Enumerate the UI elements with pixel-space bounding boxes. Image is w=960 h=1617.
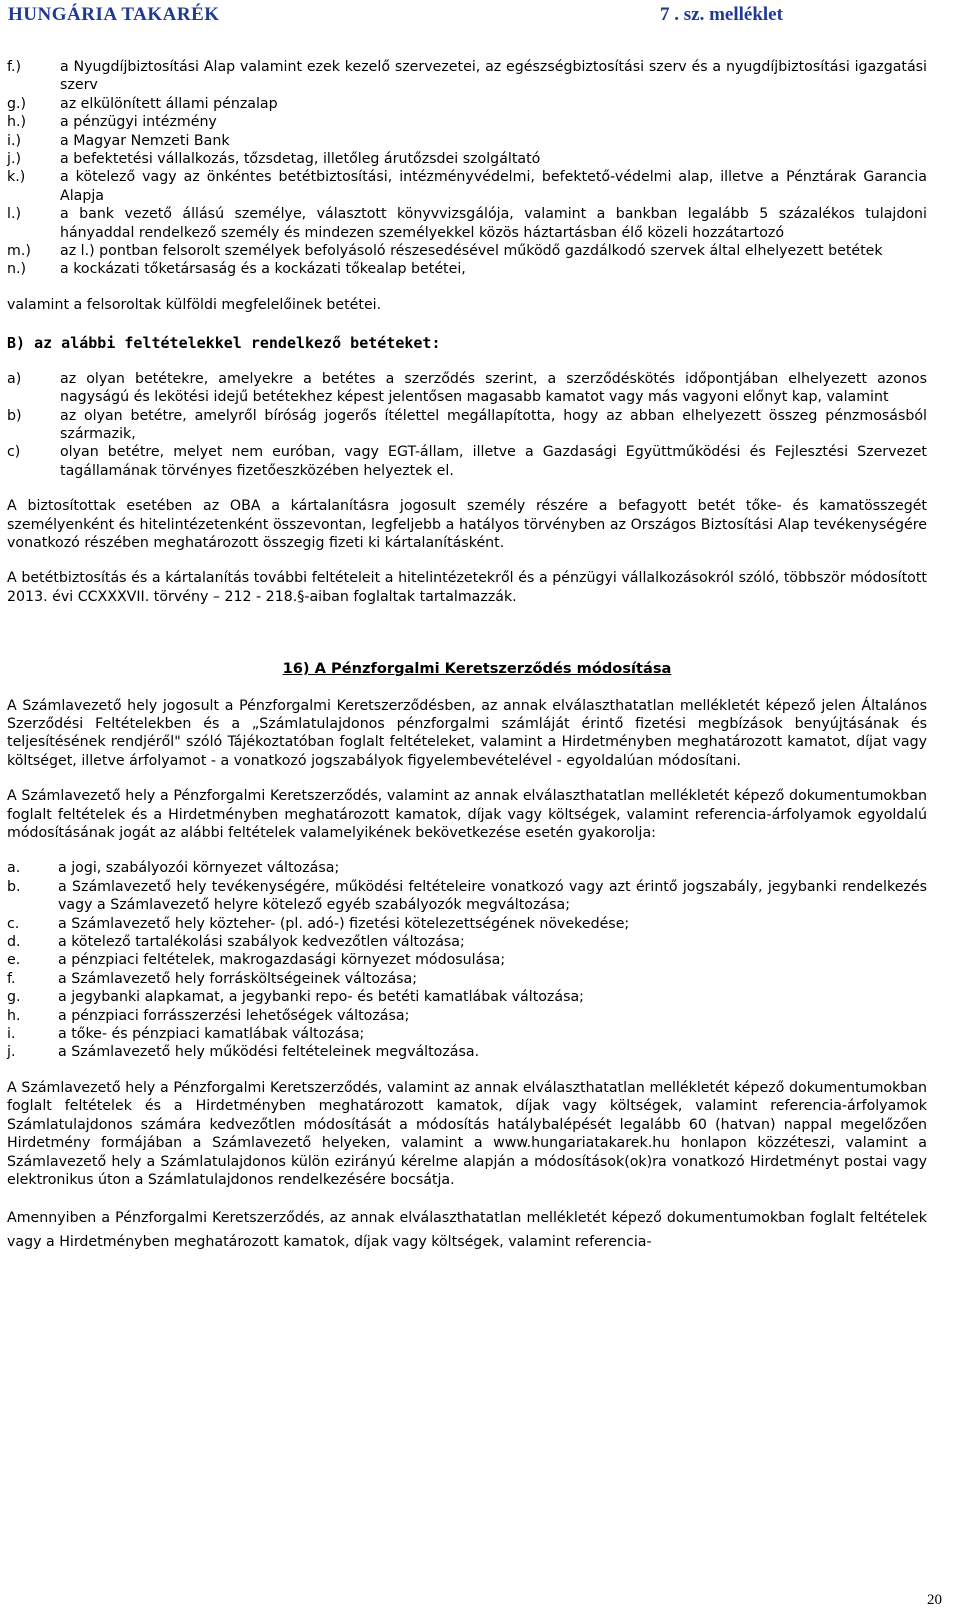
list-item: j. a Számlavezető hely működési feltételeinek megváltozása. bbox=[7, 1044, 480, 1061]
page-header bbox=[8, 4, 788, 30]
list-item: f.) a Nyugdíjbiztosítási Alap valamint ezek kezelő szervezetei, az egészségbiztosítási szerv és a nyugdíjbiztosítási igazgatási szerv bbox=[7, 59, 927, 94]
list-item: f. a Számlavezető hely forrásköltségeinek változása; bbox=[7, 970, 418, 987]
list-item: i.) a Magyar Nemzeti Bank bbox=[7, 132, 230, 149]
list-item: b) az olyan betétre, amelyről bíróság jogerős ítélettel megállapította, hogy az abban elhelyezett összeg pénzmosásból származik, bbox=[7, 407, 927, 442]
list-item: j.) a befektetési vállalkozás, tőzsdetag, illetőleg árutőzsdei szolgáltató bbox=[7, 151, 541, 168]
heading-b-conditions: B) az alábbi feltételekkel rendelkező betéteket: bbox=[7, 334, 441, 353]
paragraph-foreign-equivalents: valamint a felsoroltak külföldi megfelelőinek betétei. bbox=[7, 296, 382, 313]
paragraph-oba-compensation: A biztosítottak esetében az OBA a kártalanításra jogosult személy részére a befagyott betét tőke- és kamatösszegét személyenként és hitelintézetenként összevontan, legfeljebb a hatályos törvényben az Országos Biztosítási Alap tevékenységére vonatkozó részében meghatározott összegig fizeti ki kártalanításként. bbox=[7, 498, 927, 551]
paragraph-modification-right: A Számlavezető hely jogosult a Pénzforgalmi Keretszerződésben, az annak elválaszthatatlan mellékletét képező jelen Általános Szerződési Feltételekben és a „Számlatulajdonos pénzforgalmi számláját érintő fizetési megbízások benyújtásának és teljesítésének rendjéről" szóló Tájékoztatóban foglalt feltételeket, valamint a Hirdetményben meghatározott kamatot, díjat vagy költséget, illetve árfolyamot - a vonatkozó jogszabályok figyelembevételével - egyoldalúan módosítani. bbox=[7, 697, 927, 769]
paragraph-unfavourable-modification: A Számlavezető hely a Pénzforgalmi Keretszerződés, valamint az annak elválaszthatatlan mellékletét képező dokumentumokban foglalt feltételek és a Hirdetményben meghatározott kamatok, díjak vagy költségek, valamint referencia-árfolyamok Számlatulajdonos számára kedvezőtlen módosítását a módosítás hatálybalépését legalább 60 (hatvan) nappal megelőzően Hirdetmény formájában a Számlavezető helyeken, valamint a www.hungariatakarek.hu honlapon közzéteszi, valamint a Számlavezető hely a Számlatulajdonos külön ezirányú kérelme alapján a módosítások(ok)ra vonatkozó Hirdetményt postai vagy elektronikus úton a Számlatulajdonos rendelkezésére bocsátja. bbox=[7, 1079, 927, 1188]
list-item: h. a pénzpiaci forrásszerzési lehetőségek változása; bbox=[7, 1007, 410, 1024]
list-insured-exclusions bbox=[7, 58, 927, 279]
paragraph-continuation: Amennyiben a Pénzforgalmi Keretszerződés, az annak elválaszthatatlan mellékletét képező dokumentumokban foglalt feltételek vagy a Hirdetményben meghatározott kamatok, díjak vagy költségek, valamint referencia- bbox=[7, 1210, 927, 1251]
paragraph-modification-conditions: A Számlavezető hely a Pénzforgalmi Keretszerződés, valamint az annak elválaszthatatlan mellékletét képező dokumentumokban foglalt feltételek és a Hirdetményben meghatározott kamatok, díjak vagy költségek, valamint referencia-árfolyamok egyoldalú módosításának jogát az alábbi feltételek valamelyikének bekövetkezése esetén gyakorolja: bbox=[7, 788, 927, 841]
header-annex-label: 7 . sz. melléklet bbox=[660, 4, 783, 25]
list-item: l.) a bank vezető állású személye, választott könyvvizsgálója, valamint a bankban legalább 5 százalékos tulajdoni hányaddal rendelkező személy és mindezen személyekkel közös háztartásban élő közeli hozzátartozó bbox=[7, 206, 927, 241]
list-item: i. a tőke- és pénzpiaci kamatlábak változása; bbox=[7, 1026, 365, 1043]
list-item: a) az olyan betétekre, amelyekre a betétes a szerződés szerint, a szerződéskötés időpontjában elhelyezett azonos nagyságú és lekötési idejű betétekhez képest jelentősen magasabb kamatot vagy más vagyoni előnyt kap, valamint bbox=[7, 370, 927, 406]
list-item: g.) az elkülönített állami pénzalap bbox=[7, 95, 278, 112]
list-item: d. a kötelező tartalékolási szabályok kedvezőtlen változása; bbox=[7, 934, 465, 951]
list-item: k.) a kötelező vagy az önkéntes betétbiztosítási, intézményvédelmi, befektető-védelmi alap, illetve a Pénztárak Garancia Alapja bbox=[7, 169, 927, 204]
list-item: n.) a kockázati tőketársaság és a kockázati tőkealap betétei, bbox=[7, 261, 466, 278]
section-title: 16) A Pénzforgalmi Keretszerződés módosítása bbox=[282, 660, 672, 678]
list-item: h.) a pénzügyi intézmény bbox=[7, 114, 217, 131]
list-item: b. a Számlavezető hely tevékenységére, működési feltételeire vonatkozó vagy azt érintő jogszabály, jegybanki rendelkezés vagy a Számlavezető helyre kötelező egyéb szabályozók megváltozása; bbox=[7, 878, 927, 914]
list-item: a. a jogi, szabályozói környezet változása; bbox=[7, 860, 340, 877]
paragraph-law-reference: A betétbiztosítás és a kártalanítás további feltételeit a hitelintézetekről és a pénzügyi vállalkozásokról szóló, többször módosított 2013. évi CCXXXVII. törvény – 212 - 218.§-aiban foglaltak tartalmazzák. bbox=[7, 570, 927, 605]
list-item: m.) az l.) pontban felsorolt személyek befolyásoló részesedésével működő gazdálkodó szervek által elhelyezett betétek bbox=[7, 243, 883, 260]
list-item: e. a pénzpiaci feltételek, makrogazdasági környezet módosulása; bbox=[7, 952, 506, 969]
list-modification-triggers bbox=[7, 859, 927, 1061]
page-number: 20 bbox=[927, 1592, 942, 1608]
header-bank-name: HUNGÁRIA TAKARÉK bbox=[8, 4, 220, 25]
list-item: c. a Számlavezető hely közteher- (pl. adó-) fizetési kötelezettségének növekedése; bbox=[7, 915, 630, 932]
document-body bbox=[7, 58, 927, 1254]
list-item: g. a jegybanki alapkamat, a jegybanki repo- és betéti kamatlábak változása; bbox=[7, 989, 584, 1006]
list-conditions bbox=[7, 370, 927, 480]
list-item: c) olyan betétre, melyet nem euróban, vagy EGT-állam, illetve a Gazdasági Együttműködési és Fejlesztési Szervezet tagállamának törvényes fizetőeszközében helyeztek el. bbox=[7, 444, 927, 479]
